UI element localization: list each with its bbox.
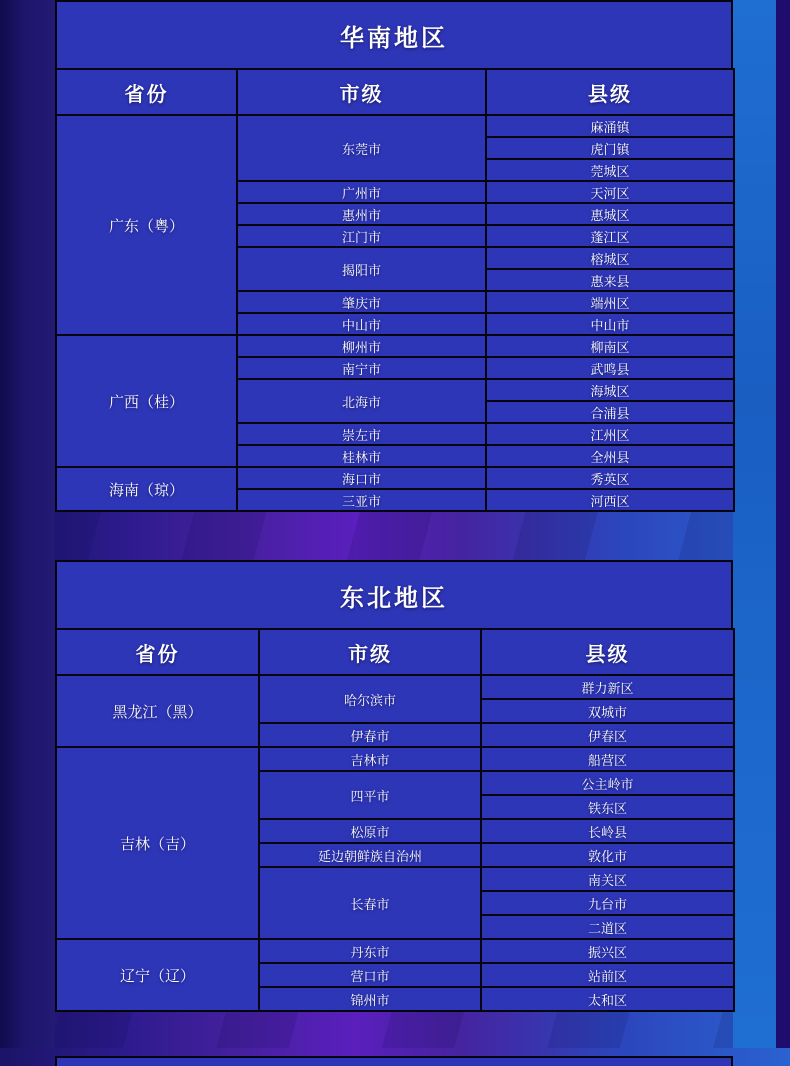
county-cell: 河西区 [486,489,734,511]
city-cell: 海口市 [237,467,486,489]
county-cell: 天河区 [486,181,734,203]
province-cell: 广西（桂） [56,335,237,467]
region-title: 华南地区 [55,0,733,68]
column-header: 县级 [481,629,734,675]
table-row [56,335,734,357]
city-cell: 柳州市 [237,335,486,357]
county-cell: 端州区 [486,291,734,313]
city-cell: 江门市 [237,225,486,247]
city-cell: 营口市 [259,963,481,987]
county-cell: 双城市 [481,699,734,723]
next-region-table-peek [55,1056,733,1066]
county-cell: 全州县 [486,445,734,467]
province-cell: 辽宁（辽） [56,939,259,1011]
city-cell: 长春市 [259,867,481,939]
city-cell: 四平市 [259,771,481,819]
city-cell: 锦州市 [259,987,481,1011]
county-cell: 海城区 [486,379,734,401]
column-header: 市级 [237,69,486,115]
city-cell: 北海市 [237,379,486,423]
county-cell: 公主岭市 [481,771,734,795]
table-row [56,115,734,137]
county-cell: 二道区 [481,915,734,939]
region-table-south-china [55,68,735,512]
city-cell: 伊春市 [259,723,481,747]
county-cell: 虎门镇 [486,137,734,159]
table-row [56,939,734,963]
city-cell: 哈尔滨市 [259,675,481,723]
county-cell: 麻涌镇 [486,115,734,137]
column-header: 省份 [56,69,237,115]
city-cell: 吉林市 [259,747,481,771]
header-row [56,629,734,675]
county-cell: 太和区 [481,987,734,1011]
city-cell: 惠州市 [237,203,486,225]
county-cell: 九台市 [481,891,734,915]
city-cell: 南宁市 [237,357,486,379]
county-cell: 振兴区 [481,939,734,963]
background-gap [55,512,733,560]
background-right-dark-strip [776,0,790,1048]
county-cell: 中山市 [486,313,734,335]
city-cell: 三亚市 [237,489,486,511]
city-cell: 延边朝鲜族自治州 [259,843,481,867]
city-cell: 揭阳市 [237,247,486,291]
background-right-bright-strip [733,0,776,1048]
county-cell: 合浦县 [486,401,734,423]
county-cell: 敦化市 [481,843,734,867]
table-row [56,747,734,771]
province-cell: 吉林（吉） [56,747,259,939]
city-cell: 丹东市 [259,939,481,963]
province-cell: 广东（粤） [56,115,237,335]
county-cell: 长岭县 [481,819,734,843]
city-cell: 中山市 [237,313,486,335]
city-cell: 崇左市 [237,423,486,445]
background-gap [55,1012,733,1056]
table-row [56,675,734,699]
region-title: 东北地区 [55,560,733,628]
county-cell: 惠城区 [486,203,734,225]
province-cell: 海南（琼） [56,467,237,511]
county-cell: 群力新区 [481,675,734,699]
content-column [55,0,733,1066]
column-header: 省份 [56,629,259,675]
city-cell: 广州市 [237,181,486,203]
county-cell: 莞城区 [486,159,734,181]
header-row [56,69,734,115]
county-cell: 蓬江区 [486,225,734,247]
column-header: 市级 [259,629,481,675]
city-cell: 东莞市 [237,115,486,181]
background-left-navy-strip [0,0,55,1048]
table-row [56,467,734,489]
region-section-northeast [55,560,733,1012]
region-section-south-china [55,0,733,512]
county-cell: 站前区 [481,963,734,987]
county-cell: 江州区 [486,423,734,445]
region-table-northeast [55,628,735,1012]
county-cell: 柳南区 [486,335,734,357]
county-cell: 铁东区 [481,795,734,819]
county-cell: 秀英区 [486,467,734,489]
county-cell: 武鸣县 [486,357,734,379]
city-cell: 肇庆市 [237,291,486,313]
county-cell: 伊春区 [481,723,734,747]
county-cell: 惠来县 [486,269,734,291]
county-cell: 榕城区 [486,247,734,269]
county-cell: 南关区 [481,867,734,891]
province-cell: 黑龙江（黑） [56,675,259,747]
column-header: 县级 [486,69,734,115]
city-cell: 桂林市 [237,445,486,467]
city-cell: 松原市 [259,819,481,843]
county-cell: 船营区 [481,747,734,771]
